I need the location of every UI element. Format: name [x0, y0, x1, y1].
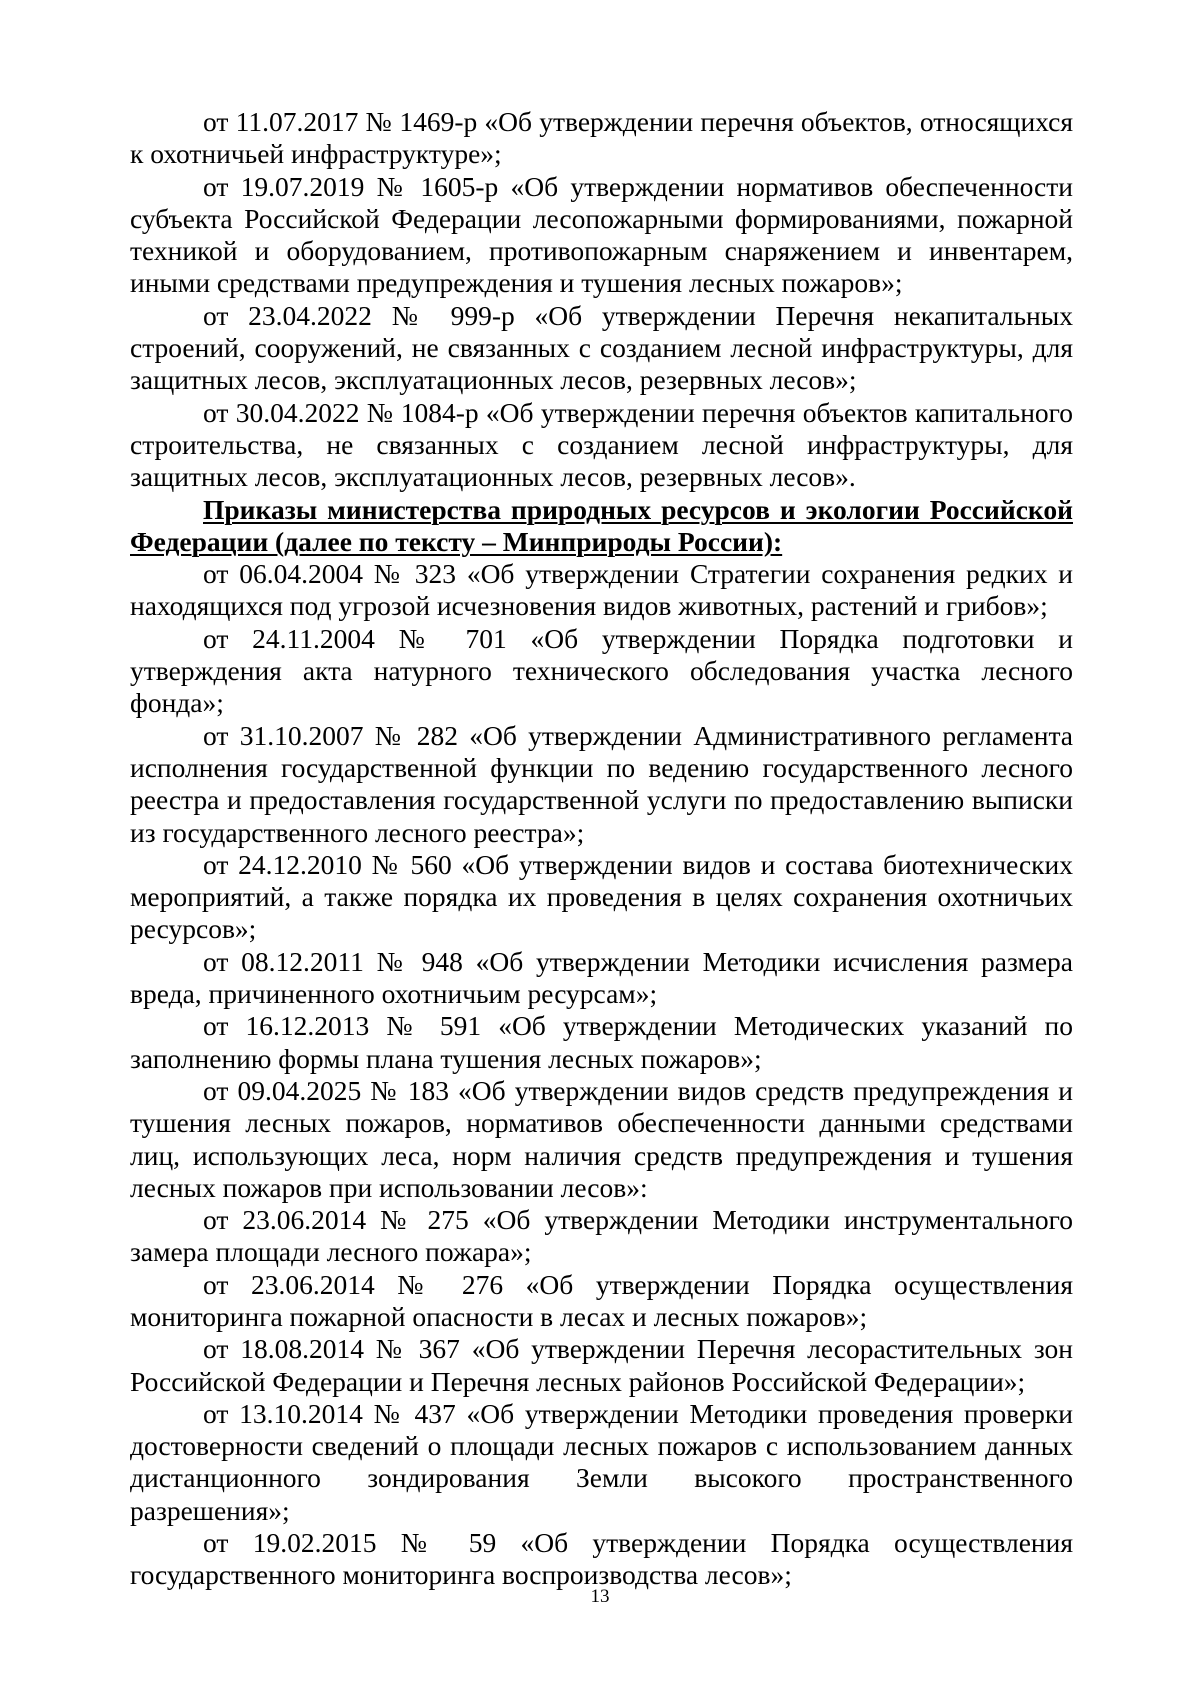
paragraph: от 19.07.2019 № 1605-р «Об утверждении нормативов обеспеченности субъекта Российской Федерации лесопожарными формированиями, пожарной техникой и оборудованием, противопожарным снаряжением и инвентарем, иными средствами предупреждения и тушения лесных пожаров»;	[130, 170, 1073, 299]
paragraph: от 24.12.2010 № 560 «Об утверждении видов и состава биотехнических мероприятий, а также порядка их проведения в целях сохранения охотничьих ресурсов»;	[130, 848, 1073, 945]
paragraph: от 18.08.2014 № 367 «Об утверждении Перечня лесорастительных зон Российской Федерации и Перечня лесных районов Российской Федерации»;	[130, 1333, 1073, 1397]
paragraph: от 23.04.2022 № 999-р «Об утверждении Перечня некапитальных строений, сооружений, не связанных с созданием лесной инфраструктуры, для защитных лесов, эксплуатационных лесов, резервных лесов»;	[130, 299, 1073, 396]
paragraph: от 06.04.2004 № 323 «Об утверждении Стратегии сохранения редких и находящихся под угрозой исчезновения видов животных, растений и грибов»;	[130, 558, 1073, 622]
paragraph: от 31.10.2007 № 282 «Об утверждении Административного регламента исполнения государственной функции по ведению государственного лесного реестра и предоставления государственной услуги по предоставлению выписки из государственного лесного реестра»;	[130, 719, 1073, 848]
paragraph: от 08.12.2011 № 948 «Об утверждении Методики исчисления размера вреда, причиненного охотничьим ресурсам»;	[130, 945, 1073, 1010]
paragraph: от 23.06.2014 № 275 «Об утверждении Методики инструментального замера площади лесного пожара»;	[130, 1204, 1073, 1268]
section-heading: Приказы министерства природных ресурсов и экологии Российской Федерации (далее по тексту – Минприроды России):	[130, 493, 1073, 557]
paragraph: от 16.12.2013 № 591 «Об утверждении Методических указаний по заполнению формы плана тушения лесных пожаров»;	[130, 1010, 1073, 1074]
paragraph: от 19.02.2015 № 59 «Об утверждении Порядка осуществления государственного мониторинга воспроизводства лесов»;	[130, 1527, 1073, 1591]
page-number: 13	[590, 1586, 610, 1607]
document-body	[130, 106, 1073, 1592]
paragraph: от 30.04.2022 № 1084-р «Об утверждении перечня объектов капитального строительства, не связанных с созданием лесной инфраструктуры, для защитных лесов, эксплуатационных лесов, резервных лесов».	[130, 396, 1073, 493]
paragraph: от 24.11.2004 № 701 «Об утверждении Порядка подготовки и утверждения акта натурного технического обследования участка лесного фонда»;	[130, 622, 1073, 719]
paragraph: от 11.07.2017 № 1469-р «Об утверждении перечня объектов, относящихся к охотничьей инфраструктуре»;	[130, 106, 1073, 170]
paragraph: от 09.04.2025 № 183 «Об утверждении видов средств предупреждения и тушения лесных пожаров, нормативов обеспеченности данными средствами лиц, использующих леса, норм наличия средств предупреждения и тушения лесных пожаров при использовании лесов»:	[130, 1074, 1073, 1203]
paragraph: от 13.10.2014 № 437 «Об утверждении Методики проведения проверки достоверности сведений о площади лесных пожаров с использованием данных дистанционного зондирования Земли высокого пространственного разрешения»;	[130, 1397, 1073, 1526]
paragraph: от 23.06.2014 № 276 «Об утверждении Порядка осуществления мониторинга пожарной опасности в лесах и лесных пожаров»;	[130, 1268, 1073, 1332]
